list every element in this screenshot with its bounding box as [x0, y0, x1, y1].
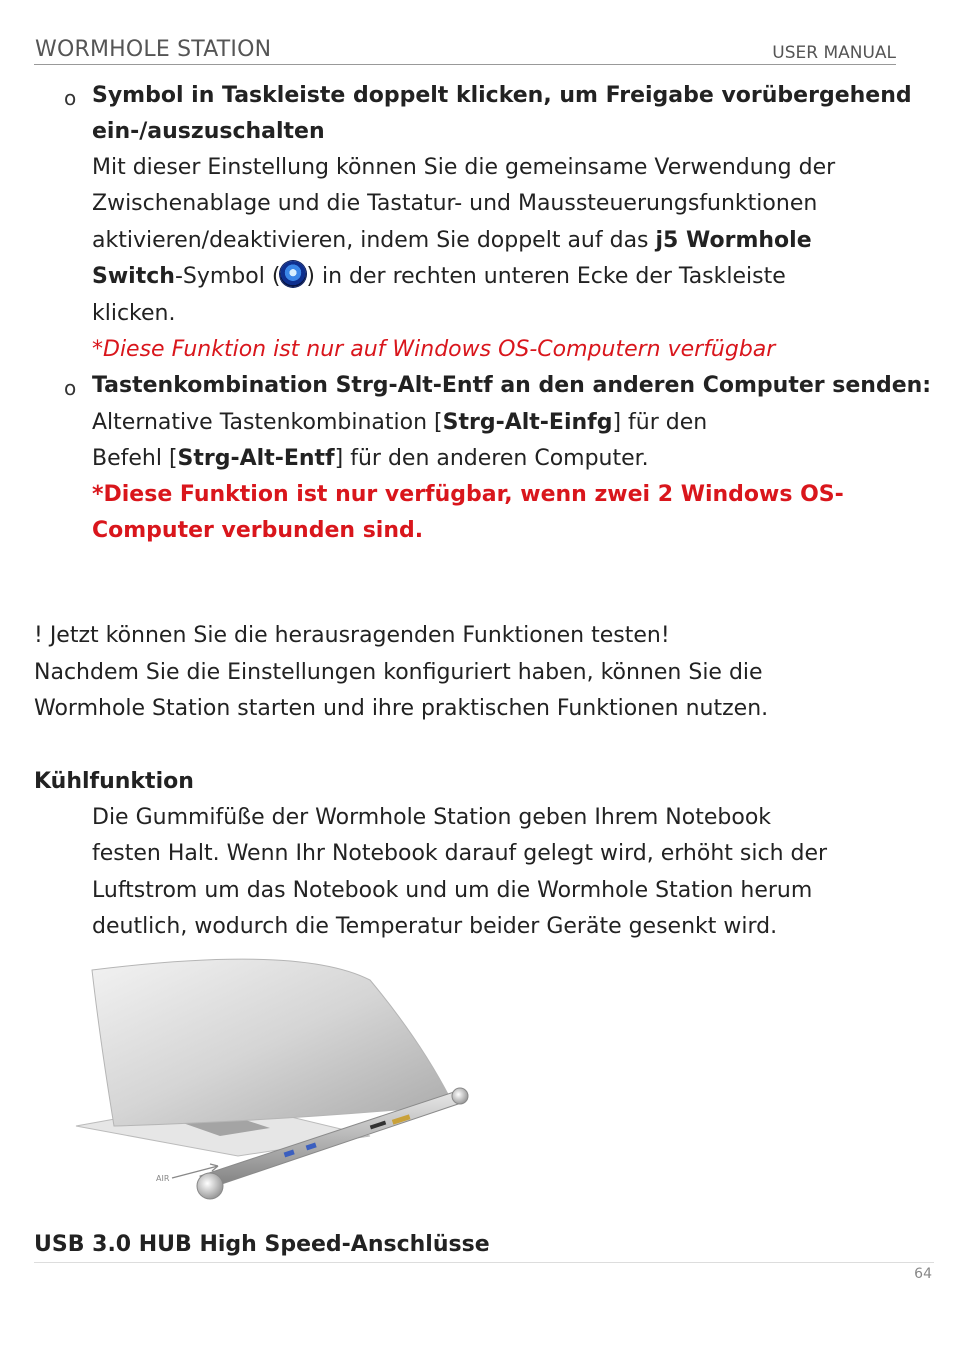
- cooling-line3: Luftstrom um das Notebook und um die Wormhole Station herum: [92, 878, 813, 903]
- item2-shortcut-del: Strg-Alt-Entf: [177, 446, 335, 471]
- item1-heading-line2: ein-/auszuschalten: [92, 119, 325, 144]
- item2-line1: [92, 405, 707, 441]
- item1-note: *Diese Funktion ist nur auf Windows OS-Computern verfügbar: [92, 337, 776, 362]
- intro-line3: Wormhole Station starten und ihre praktischen Funktionen nutzen.: [34, 696, 769, 721]
- page-header: [34, 36, 896, 65]
- item1-body-line1: Mit dieser Einstellung können Sie die gemeinsame Verwendung der: [92, 155, 836, 180]
- laptop-illustration: [70, 950, 470, 1210]
- item2-shortcut-alt: Strg-Alt-Einfg: [442, 410, 613, 435]
- item2-line1-post: ] für den: [612, 410, 708, 435]
- item2-note-line1: *Diese Funktion ist nur verfügbar, wenn zwei 2 Windows OS-: [92, 482, 844, 507]
- intro-line2: Nachdem Sie die Einstellungen konfiguriert haben, können Sie die: [34, 660, 763, 685]
- item1-body-line4: [92, 259, 786, 295]
- air-label: AIR: [156, 1174, 170, 1183]
- cooling-line1: Die Gummifüße der Wormhole Station geben Ihrem Notebook: [92, 805, 772, 830]
- list-bullet: o: [64, 376, 77, 400]
- cooling-line4: deutlich, wodurch die Temperatur beider Geräte gesenkt wird.: [92, 914, 778, 939]
- item2-heading: Tastenkombination Strg-Alt-Entf an den anderen Computer senden:: [92, 373, 932, 398]
- item1-switch-word: Switch: [92, 264, 175, 289]
- header-manual-label: USER MANUAL: [772, 43, 896, 63]
- rubber-foot-icon: [197, 1173, 223, 1199]
- header-title: WORMHOLE STATION: [35, 37, 272, 62]
- intro-line1: ! Jetzt können Sie die herausragenden Funktionen testen!: [34, 623, 670, 648]
- item1-body-line4-rest: ) in der rechten unteren Ecke der Taskleiste: [306, 264, 786, 289]
- cooling-line2: festen Halt. Wenn Ihr Notebook darauf gelegt wird, erhöht sich der: [92, 841, 828, 866]
- item2-line2-pre: Befehl [: [92, 446, 178, 471]
- cooling-heading: Kühlfunktion: [34, 769, 194, 794]
- item2-note-line2: Computer verbunden sind.: [92, 518, 424, 543]
- item1-heading-line1: Symbol in Taskleiste doppelt klicken, um Freigabe vorübergehend: [92, 83, 912, 108]
- rubber-foot-icon: [452, 1088, 468, 1104]
- page-number: 64: [914, 1266, 932, 1282]
- wormhole-tray-icon: [280, 261, 306, 287]
- item1-body-line5: klicken.: [92, 301, 176, 326]
- item2-line2: [92, 441, 649, 477]
- item1-body-line2: Zwischenablage und die Tastatur- und Maussteuerungsfunktionen: [92, 191, 818, 216]
- item2-line2-post: ] für den anderen Computer.: [334, 446, 649, 471]
- item1-app-name: j5 Wormhole: [655, 228, 812, 253]
- item1-body-line3-text: aktivieren/deaktivieren, indem Sie doppelt auf das: [92, 228, 656, 253]
- item1-body-line3: [92, 223, 812, 259]
- laptop-cooling-figure: [70, 950, 470, 1210]
- usb-heading: USB 3.0 HUB High Speed-Anschlüsse: [34, 1232, 490, 1257]
- list-bullet: o: [64, 86, 77, 110]
- item1-symbol-text: -Symbol (: [174, 264, 281, 289]
- item2-line1-pre: Alternative Tastenkombination [: [92, 410, 443, 435]
- footer-divider: [34, 1262, 934, 1263]
